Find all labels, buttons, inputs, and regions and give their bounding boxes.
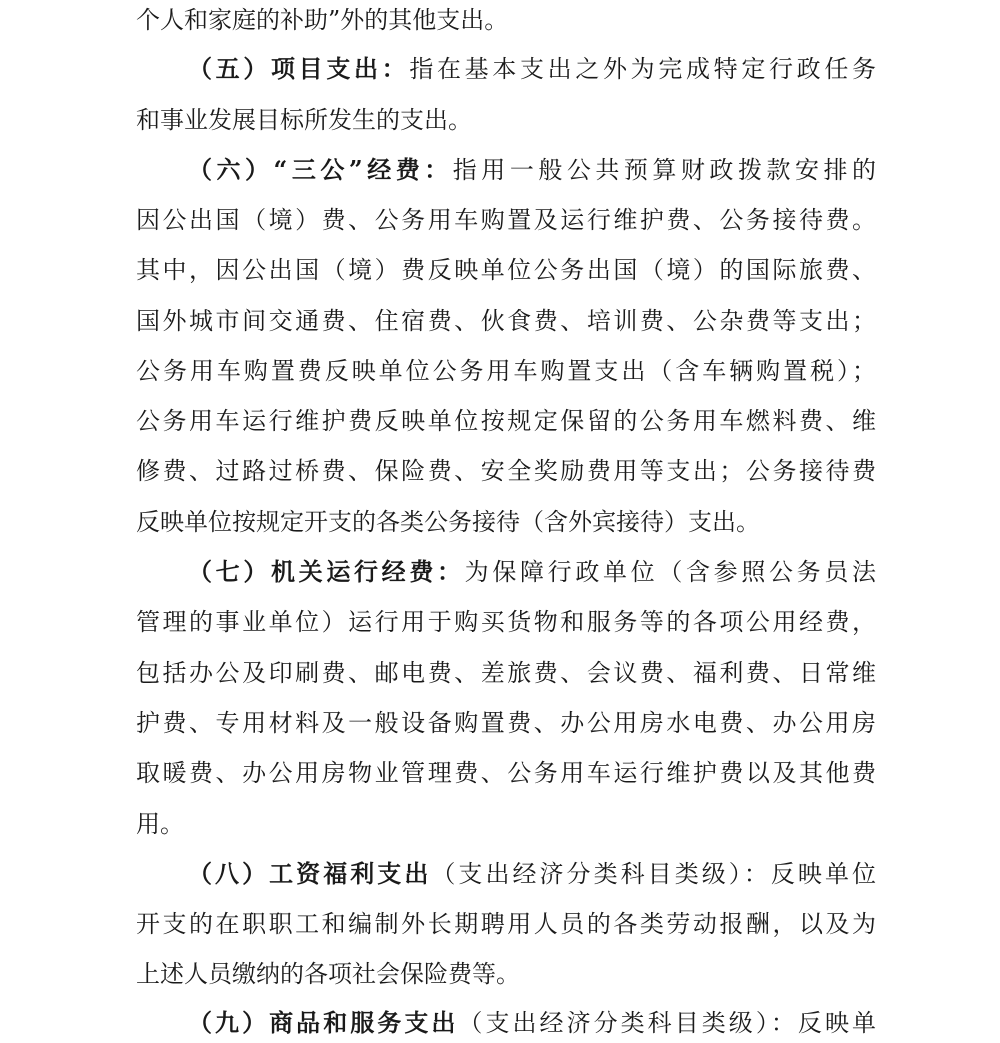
text-line: 公务用车运行维护费反映单位按规定保留的公务用车燃料费、维 <box>136 407 876 435</box>
section-heading: （九）商品和服务支出 <box>188 1008 459 1037</box>
section-heading: （五）项目支出： <box>188 54 410 83</box>
text-line: 开支的在职职工和编制外长期聘用人员的各类劳动报酬，以及为 <box>136 910 876 938</box>
text-line: 护费、专用材料及一般设备购置费、办公用房水电费、办公用房 <box>136 709 876 737</box>
text-line: （八）工资福利支出（支出经济分类科目类级）：反映单位 <box>188 859 876 888</box>
text-line: 上述人员缴纳的各项社会保险费等。 <box>136 960 520 988</box>
text-line: 管理的事业单位）运行用于购买货物和服务等的各项公用经费， <box>136 608 876 636</box>
text-line: 和事业发展目标所发生的支出。 <box>136 106 472 134</box>
text-line: 用。 <box>136 810 184 838</box>
text-line: 其中，因公出国（境）费反映单位公务出国（境）的国际旅费、 <box>136 256 876 284</box>
text-line: 包括办公及印刷费、邮电费、差旅费、会议费、福利费、日常维 <box>136 659 876 687</box>
text-line: （五）项目支出：指在基本支出之外为完成特定行政任务 <box>188 54 876 83</box>
section-heading: （七）机关运行经费： <box>188 557 465 586</box>
text-line: 反映单位按规定开支的各类公务接待（含外宾接待）支出。 <box>136 508 760 536</box>
text-line: 修费、过路过桥费、保险费、安全奖励费用等支出；公务接待费 <box>136 457 876 485</box>
text-line: （七）机关运行经费：为保障行政单位（含参照公务员法 <box>188 557 876 586</box>
text-line: 因公出国（境）费、公务用车购置及运行维护费、公务接待费。 <box>136 206 876 234</box>
section-heading: （六）“三公”经费： <box>188 155 453 184</box>
text-line: 公务用车购置费反映单位公务用车购置支出（含车辆购置税）； <box>136 357 876 385</box>
text-line: 取暖费、办公用房物业管理费、公务用车运行维护费以及其他费 <box>136 759 876 787</box>
text-line: 个人和家庭的补助”外的其他支出。 <box>136 6 509 34</box>
section-heading: （八）工资福利支出 <box>188 859 432 888</box>
text-line: 国外城市间交通费、住宿费、伙食费、培训费、公杂费等支出； <box>136 307 876 335</box>
text-line: （六）“三公”经费：指用一般公共预算财政拨款安排的 <box>188 155 876 184</box>
text-line: （九）商品和服务支出（支出经济分类科目类级）：反映单 <box>188 1008 876 1037</box>
